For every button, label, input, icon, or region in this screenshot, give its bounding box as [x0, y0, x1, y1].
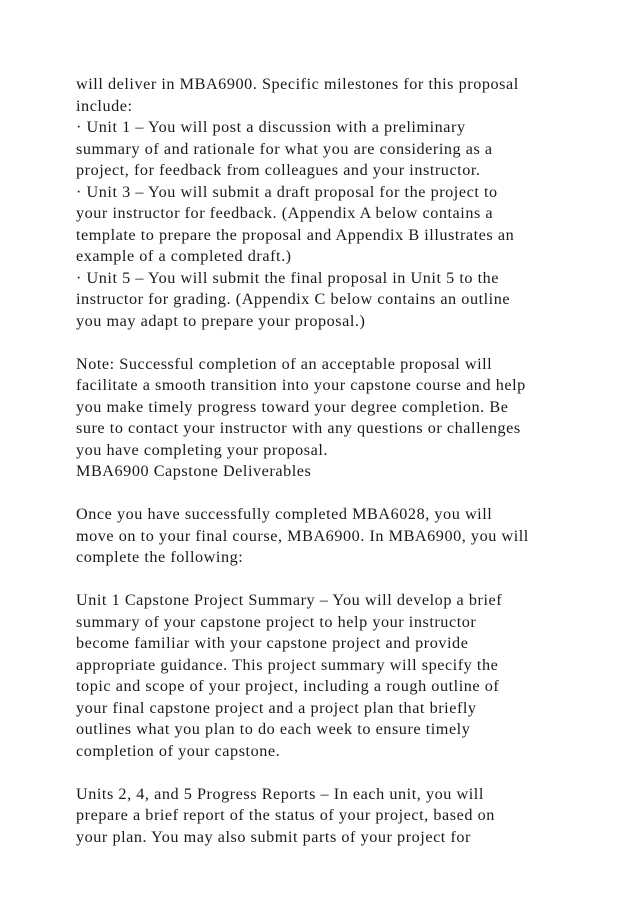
text-line: Note: Successful completion of an acceptable proposal will [76, 354, 493, 373]
text-line: example of a completed draft.) [76, 247, 292, 265]
text-line: MBA6900 Capstone Deliverables [76, 462, 312, 480]
text-line: your instructor for feedback. (Appendix A below contains a [76, 204, 494, 222]
text-line: include: [76, 96, 133, 115]
text-line: · Unit 1 – You will post a discussion with a preliminary [76, 118, 466, 136]
text-line: Once you have successfully completed MBA6028, you will [76, 505, 493, 523]
text-line: topic and scope of your project, including a rough outline of [76, 677, 500, 695]
text-line: your plan. You may also submit parts of your project for [76, 827, 471, 846]
text-line: summary of your capstone project to help your instructor [76, 612, 477, 631]
text-line: template to prepare the proposal and Appendix B illustrates an [76, 225, 515, 244]
text-line: · Unit 5 – You will submit the final proposal in Unit 5 to the [76, 268, 500, 287]
text-line: complete the following: [76, 548, 244, 566]
text-line: appropriate guidance. This project summary will specify the [76, 655, 499, 674]
text-line: facilitate a smooth transition into your capstone course and help [76, 376, 526, 394]
text-line: Units 2, 4, and 5 Progress Reports – In each unit, you will [76, 784, 484, 803]
text-line: instructor for grading. (Appendix C below contains an outline [76, 290, 511, 308]
text-line: you have completing your proposal. [76, 440, 329, 459]
text-line: your final capstone project and a project plan that briefly [76, 698, 477, 717]
text-line: · Unit 3 – You will submit a draft proposal for the project to [76, 182, 498, 201]
text-line: prepare a brief report of the status of your project, based on [76, 806, 495, 824]
blank-line [76, 332, 576, 354]
blank-line [76, 483, 576, 505]
text-line: move on to your final course, MBA6900. In MBA6900, you will [76, 526, 529, 545]
text-line: sure to contact your instructor with any questions or challenges [76, 419, 521, 437]
text-line: Unit 1 Capstone Project Summary – You will develop a brief [76, 591, 503, 609]
text-line: become familiar with your capstone project and provide [76, 634, 469, 652]
text-line: will deliver in MBA6900. Specific milestones for this proposal [76, 75, 519, 93]
text-line: summary of and rationale for what you are considering as a [76, 139, 493, 158]
text-line: you make timely progress toward your degree completion. Be [76, 397, 509, 416]
text-line: project, for feedback from colleagues and your instructor. [76, 161, 481, 179]
text-line: completion of your capstone. [76, 741, 281, 760]
text-line: outlines what you plan to do each week to ensure timely [76, 720, 471, 738]
blank-line [76, 569, 576, 591]
blank-line [76, 762, 576, 784]
document-body-text [76, 74, 576, 848]
text-line: you may adapt to prepare your proposal.) [76, 311, 366, 330]
